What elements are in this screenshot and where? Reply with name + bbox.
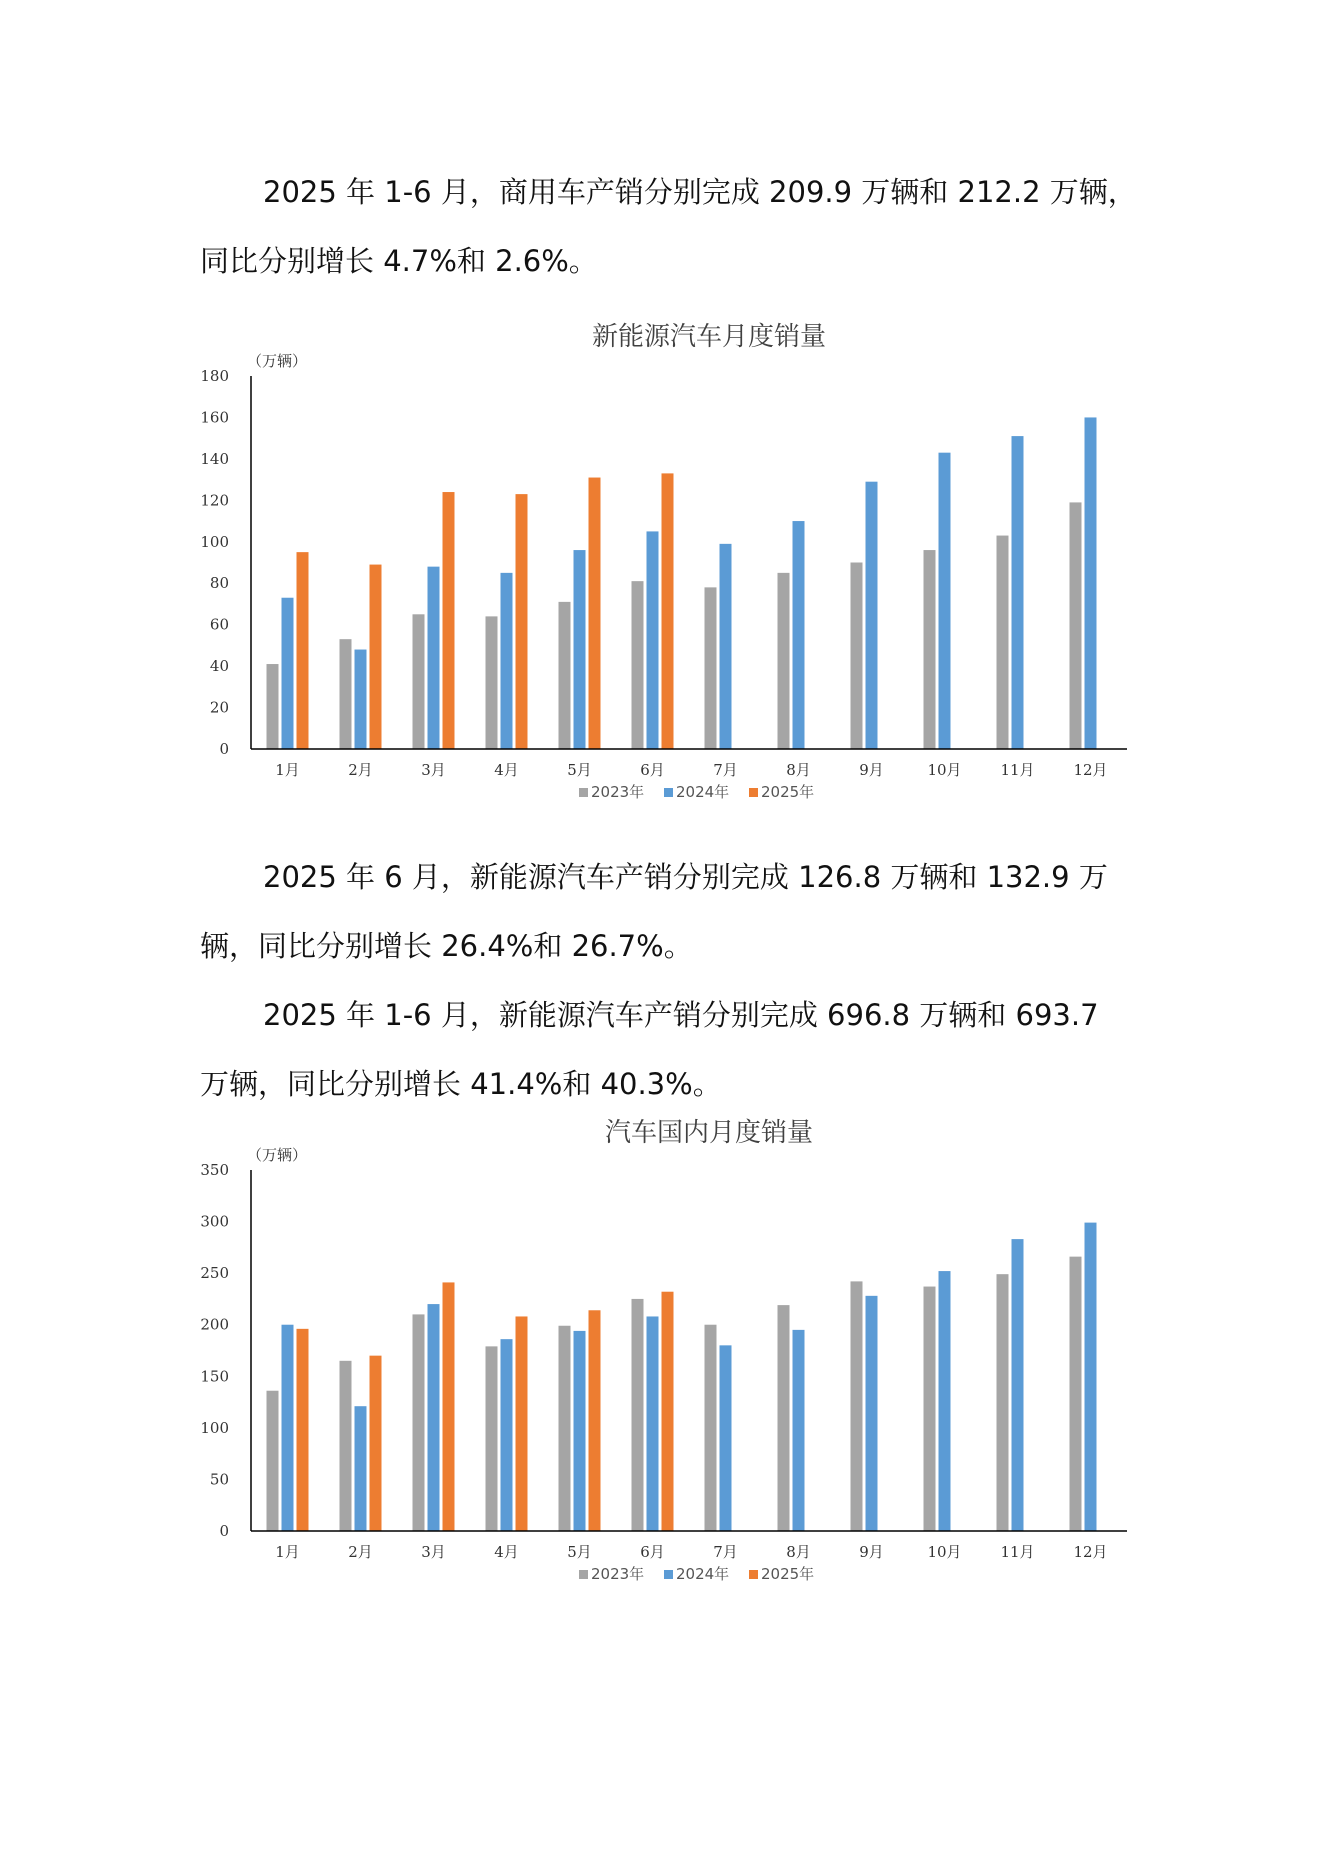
bar: [340, 639, 352, 749]
paragraph-line: 同比分别增长 4.7%和 2.6%。: [200, 244, 598, 278]
bar: [282, 1325, 294, 1531]
bar: [647, 531, 659, 749]
y-tick-label: 200: [200, 1315, 229, 1334]
bar: [486, 616, 498, 749]
x-tick-label: 6月: [640, 761, 665, 779]
legend-label: 2023年: [591, 1565, 645, 1583]
domestic-monthly-sales-svg: [190, 1107, 1150, 1607]
y-tick-label: 120: [200, 491, 229, 510]
x-tick-label: 11月: [1000, 1543, 1035, 1561]
paragraph-line: 辆，同比分别增长 26.4%和 26.7%。: [200, 929, 693, 963]
bar: [443, 1282, 455, 1531]
x-tick-label: 5月: [567, 1543, 592, 1561]
legend-label: 2023年: [591, 783, 645, 801]
y-tick-label: 250: [200, 1264, 229, 1283]
y-tick-label: 40: [209, 657, 229, 676]
bar: [705, 587, 717, 749]
paragraph-line: 2025 年 1-6 月，新能源汽车产销分别完成 696.8 万辆和 693.7: [263, 998, 1099, 1032]
bar: [1012, 1239, 1024, 1531]
bar: [355, 650, 367, 749]
chart-title: 新能源汽车月度销量: [591, 322, 827, 352]
x-tick-label: 1月: [275, 761, 300, 779]
y-tick-label: 300: [200, 1212, 229, 1231]
bar: [924, 550, 936, 749]
paragraph-nev-june: [200, 843, 1140, 981]
bar: [1085, 1223, 1097, 1531]
chart-title: 汽车国内月度销量: [604, 1118, 814, 1148]
x-tick-label: 12月: [1073, 1543, 1108, 1561]
bar: [282, 598, 294, 749]
x-tick-label: 4月: [494, 1543, 519, 1561]
legend-swatch: [664, 788, 673, 797]
x-tick-label: 10月: [927, 1543, 962, 1561]
y-unit-label: （万辆）: [247, 1146, 308, 1164]
bar: [1085, 417, 1097, 749]
bar: [705, 1325, 717, 1531]
y-tick-label: 350: [200, 1161, 229, 1179]
bar: [778, 573, 790, 749]
bar: [997, 536, 1009, 749]
bar: [793, 521, 805, 749]
bar: [720, 1345, 732, 1531]
legend-label: 2024年: [676, 1565, 730, 1583]
bar: [559, 602, 571, 749]
y-tick-label: 20: [209, 698, 229, 717]
y-tick-label: 100: [200, 532, 229, 551]
x-tick-label: 10月: [927, 761, 962, 779]
bar: [428, 1304, 440, 1531]
x-tick-label: 8月: [786, 1543, 811, 1561]
x-tick-label: 2月: [348, 1543, 373, 1561]
bar: [501, 1339, 513, 1531]
bar: [516, 494, 528, 749]
bar: [413, 614, 425, 749]
x-tick-label: 6月: [640, 1543, 665, 1561]
y-tick-label: 0: [219, 1522, 229, 1540]
x-tick-label: 1月: [275, 1543, 300, 1561]
x-tick-label: 2月: [348, 761, 373, 779]
x-tick-label: 4月: [494, 761, 519, 779]
bar: [778, 1305, 790, 1531]
y-tick-label: 50: [209, 1470, 229, 1489]
bar: [589, 1310, 601, 1531]
bar: [370, 565, 382, 749]
legend: [579, 783, 814, 801]
bar: [297, 1329, 309, 1531]
bar: [939, 1271, 951, 1531]
bar: [516, 1316, 528, 1531]
bar: [851, 563, 863, 750]
paragraph-commercial-vehicles: [200, 158, 1140, 296]
bar: [632, 1299, 644, 1531]
bar: [924, 1287, 936, 1531]
legend-label: 2025年: [761, 783, 815, 801]
legend: [579, 1565, 814, 1583]
bar: [1070, 502, 1082, 749]
bar: [720, 544, 732, 749]
x-tick-label: 7月: [713, 1543, 738, 1561]
x-tick-label: 9月: [859, 1543, 884, 1561]
bar: [1012, 436, 1024, 749]
nev-monthly-sales-chart: [190, 305, 1150, 825]
bar: [647, 1316, 659, 1531]
y-tick-label: 180: [200, 367, 229, 385]
y-tick-label: 160: [200, 408, 229, 427]
legend-label: 2025年: [761, 1565, 815, 1583]
y-unit-label: （万辆）: [247, 352, 308, 370]
y-tick-label: 100: [200, 1418, 229, 1437]
bar: [428, 567, 440, 749]
bar: [662, 1292, 674, 1531]
bar: [413, 1314, 425, 1531]
bar: [559, 1326, 571, 1531]
nev-monthly-sales-svg: [190, 305, 1150, 825]
x-tick-label: 12月: [1073, 761, 1108, 779]
legend-label: 2024年: [676, 783, 730, 801]
bar: [370, 1356, 382, 1531]
y-tick-label: 140: [200, 449, 229, 468]
bar: [267, 664, 279, 749]
paragraph-line: 2025 年 6 月，新能源汽车产销分别完成 126.8 万辆和 132.9 万: [263, 860, 1108, 894]
x-tick-label: 5月: [567, 761, 592, 779]
bar: [851, 1281, 863, 1531]
paragraph-line: 2025 年 1-6 月，商用车产销分别完成 209.9 万辆和 212.2 万辆，: [263, 175, 1137, 209]
y-tick-label: 0: [219, 740, 229, 758]
legend-swatch: [579, 788, 588, 797]
x-tick-label: 7月: [713, 761, 738, 779]
bar: [939, 453, 951, 749]
domestic-monthly-sales-chart: [190, 1107, 1150, 1607]
bar: [589, 478, 601, 749]
x-tick-label: 8月: [786, 761, 811, 779]
legend-swatch: [749, 788, 758, 797]
legend-swatch: [579, 1570, 588, 1579]
bar: [574, 550, 586, 749]
bar: [297, 552, 309, 749]
y-tick-label: 80: [209, 574, 229, 593]
bar: [340, 1361, 352, 1531]
x-tick-label: 3月: [421, 761, 446, 779]
y-tick-label: 150: [200, 1367, 229, 1386]
bar: [997, 1274, 1009, 1531]
bar: [866, 1296, 878, 1531]
bar: [574, 1331, 586, 1531]
bar: [267, 1391, 279, 1531]
paragraph-nev-h1: [200, 981, 1140, 1119]
x-tick-label: 3月: [421, 1543, 446, 1561]
bar: [443, 492, 455, 749]
x-tick-label: 11月: [1000, 761, 1035, 779]
bar: [793, 1330, 805, 1531]
bar: [486, 1346, 498, 1531]
paragraph-line: 万辆，同比分别增长 41.4%和 40.3%。: [200, 1067, 722, 1101]
bar: [632, 581, 644, 749]
bar: [1070, 1257, 1082, 1531]
legend-swatch: [664, 1570, 673, 1579]
legend-swatch: [749, 1570, 758, 1579]
bar: [355, 1406, 367, 1531]
y-tick-label: 60: [209, 615, 229, 634]
x-tick-label: 9月: [859, 761, 884, 779]
bar: [501, 573, 513, 749]
bar: [866, 482, 878, 749]
bar: [662, 473, 674, 749]
